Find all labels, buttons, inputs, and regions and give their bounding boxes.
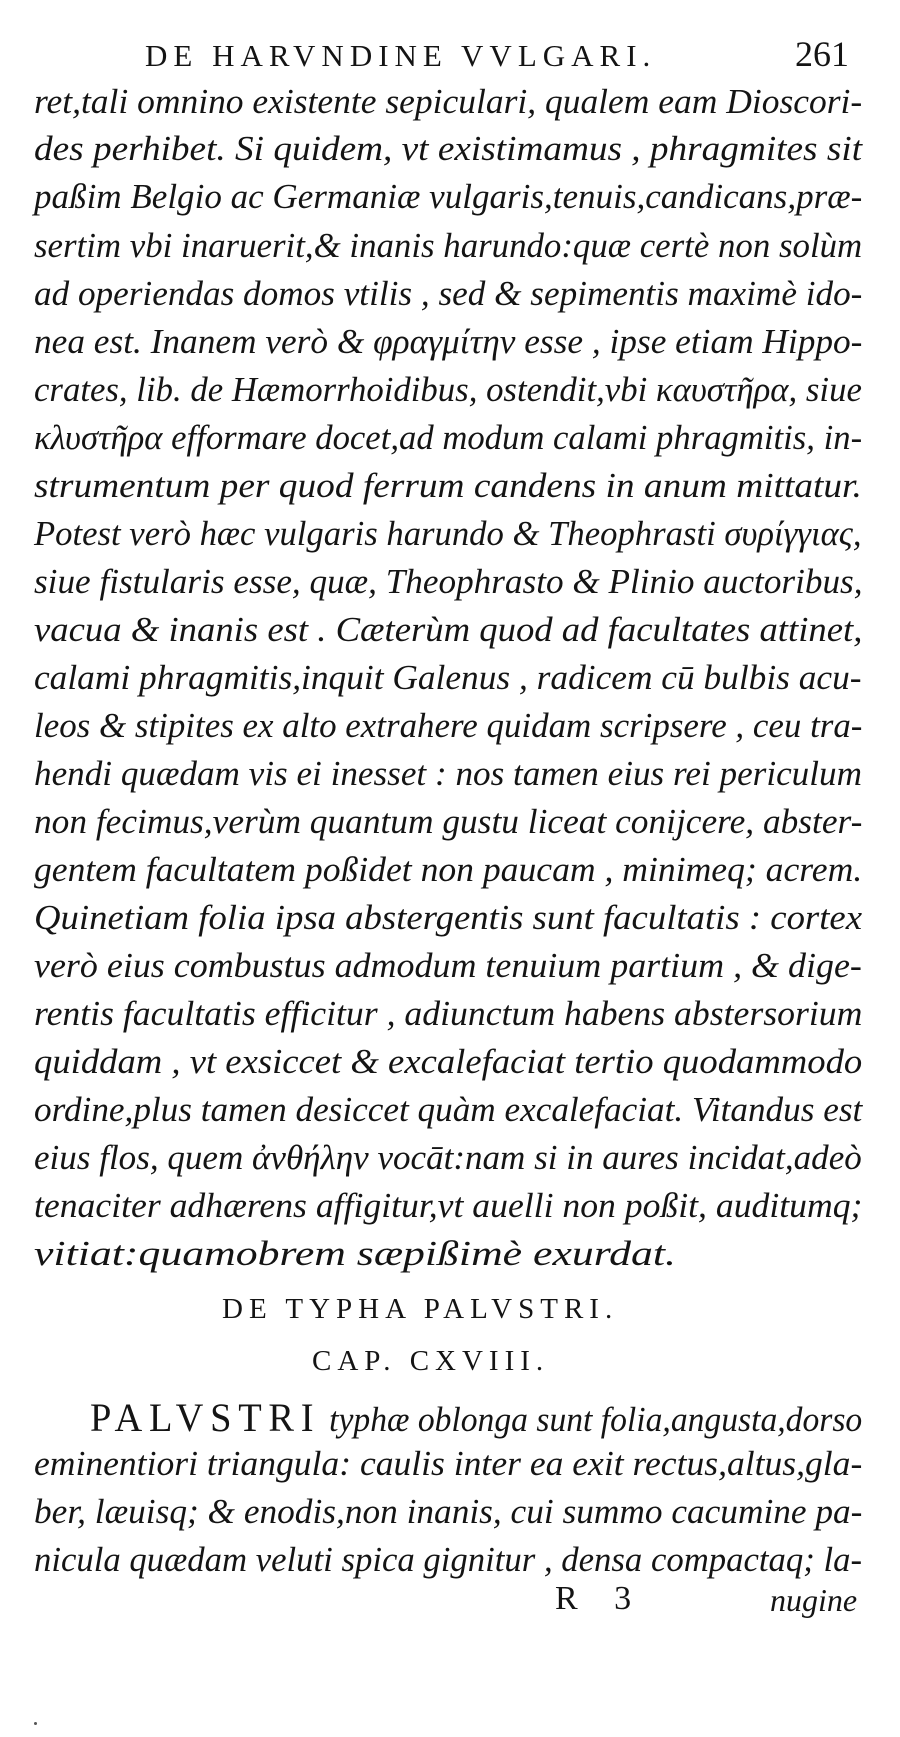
- text-line: hendi quædam vis ei inesset : nos tamen eius rei periculum: [34, 754, 862, 793]
- text-line: nicula quædam veluti spica gignitur , densa compactaq; la-: [34, 1540, 863, 1579]
- lead-line: [90, 1395, 863, 1440]
- text-line: strumentum per quod ferrum candens in anum mittatur.: [34, 466, 862, 505]
- text-line: eius flos, quem ἀνθήλην vocāt:nam si in aures incidat,adeò: [34, 1138, 862, 1177]
- text-line: quiddam , vt exsiccet & excalefaciat tertio quodammodo: [34, 1042, 863, 1081]
- text-line: eminentiori triangula: caulis inter ea exit rectus,altus,gla-: [34, 1444, 863, 1483]
- text-line: leos & stipites ex alto extrahere quidam scripsere , ceu tra-: [34, 706, 863, 745]
- text-line: Quinetiam folia ipsa abstergentis sunt facultatis : cortex: [34, 898, 863, 937]
- text-line: κλυστῆρα efformare docet,ad modum calami phragmitis, in-: [34, 418, 863, 457]
- text-line: calami phragmitis,inquit Galenus , radicem cū bulbis acu-: [34, 658, 862, 697]
- text-line: nea est. Inanem verò & φραγμίτην esse , ipse etiam Hippo-: [34, 322, 863, 361]
- text-line: ber, læuisq; & enodis,non inanis, cui summo cacumine pa-: [34, 1492, 863, 1531]
- text-line: des perhibet. Si quidem, vt existimamus , phragmites sit: [34, 129, 863, 168]
- signature-mark: R 3: [555, 1580, 646, 1617]
- catchword: nugine: [770, 1582, 858, 1618]
- page-number: 261: [795, 34, 849, 74]
- text-line: ret,tali omnino existente sepiculari, qualem eam Dioscori-: [34, 82, 863, 121]
- text-line: crates, lib. de Hæmorrhoidibus, ostendit,vbi καυστῆρα, siue: [34, 370, 862, 409]
- text-line: vacua & inanis est . Cæterùm quod ad facultates attinet,: [34, 610, 863, 649]
- text-line: verò eius combustus admodum tenuium partium , & dige-: [34, 946, 862, 985]
- initial-word: PALVSTRI: [90, 1395, 321, 1440]
- running-head: DE HARVNDINE VVLGARI.: [145, 38, 657, 73]
- text-line: sertim vbi inaruerit,& inanis harundo:quæ certè non solùm: [34, 226, 863, 265]
- text-line: ordine,plus tamen desiccet quàm excalefaciat. Vitandus est: [34, 1090, 863, 1129]
- lead-line-text: typhæ oblonga sunt folia,angusta,dorso: [329, 1400, 863, 1439]
- section-title: DE TYPHA PALVSTRI.: [222, 1293, 619, 1325]
- text-line: tenaciter adhærens affigitur,vt auelli non poßit, auditumq;: [34, 1186, 863, 1225]
- text-line: gentem facultatem poßidet non paucam , minimeq; acrem.: [34, 850, 863, 889]
- text-line: siue fistularis esse, quæ, Theophrasto & Plinio auctoribus,: [34, 562, 863, 601]
- text-line: vitiat:quamobrem sæpißimè exurdat.: [34, 1234, 676, 1273]
- text-line: paßim Belgio ac Germaniæ vulgaris,tenuis,candicans,præ-: [34, 177, 863, 216]
- text-line: ad operiendas domos vtilis , sed & sepimentis maximè ido-: [34, 274, 863, 313]
- text-line: non fecimus,verùm quantum gustu liceat conijcere, abster-: [34, 802, 863, 841]
- text-line: Potest verò hæc vulgaris harundo & Theophrasti συρίγγιας,: [34, 514, 862, 553]
- chapter-label: CAP. CXVIII.: [312, 1345, 550, 1377]
- ink-speck: [34, 1722, 37, 1725]
- text-line: rentis facultatis efficitur , adiunctum habens abstersorium: [34, 994, 863, 1033]
